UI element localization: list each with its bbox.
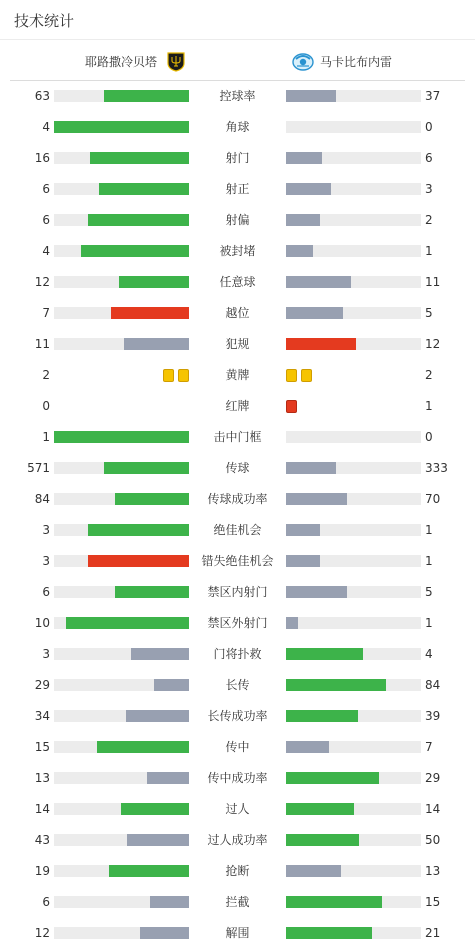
away-stat-value: 4 [425,647,433,661]
stat-row [0,487,475,511]
stat-row [0,456,475,480]
home-stat-value: 3 [42,647,50,661]
home-stat-bar [54,462,189,474]
home-stat-bar-fill [131,648,189,660]
home-stat-bar [54,183,189,195]
stat-row [0,425,475,449]
away-stat-bar [286,648,421,660]
home-stat-bar [54,772,189,784]
home-stat-bar-fill [88,214,189,226]
away-stat-value: 1 [425,244,433,258]
home-stat-value: 0 [42,399,50,413]
stat-row [0,208,475,232]
away-stat-bar [286,121,421,133]
away-stat-bar [286,214,421,226]
stat-label: 拦截 [225,895,250,909]
away-stat-bar-fill [286,493,347,505]
away-stat-bar [286,338,421,350]
stat-row [0,797,475,821]
away-stat-bar-fill [286,245,313,257]
away-stat-bar [286,586,421,598]
away-stat-bar [286,679,421,691]
home-stat-bar-fill [154,679,189,691]
home-stat-bar-fill [81,245,189,257]
away-stat-bar-fill [286,214,320,226]
home-stat-bar-fill [124,338,189,350]
home-team-name: 耶路撒冷贝塔 [84,54,157,69]
home-stat-bar [54,896,189,908]
away-stat-bar [286,555,421,567]
away-stat-bar-fill [286,90,336,102]
beitar-jerusalem-crest-icon [165,50,187,72]
away-stat-bar [286,431,421,443]
away-stat-value: 21 [425,926,441,940]
home-stat-bar [54,927,189,939]
stat-label: 越位 [225,306,250,320]
away-team-name: 马卡比布内雷 [320,54,393,69]
home-stat-bar [54,679,189,691]
away-stat-bar-fill [286,586,347,598]
home-stat-bar-fill [121,803,189,815]
away-stat-bar-fill [286,276,351,288]
home-stat-bar [54,524,189,536]
away-stat-bar-fill [286,772,379,784]
home-stat-bar-fill [97,741,189,753]
home-stat-bar [54,338,189,350]
away-stat-value: 1 [425,523,433,537]
yellow-card-icon [301,369,312,382]
away-stat-bar [286,90,421,102]
away-stat-bar-fill [286,896,382,908]
page-title: 技术统计 [14,12,75,30]
home-stat-bar-fill [104,462,189,474]
away-stat-bar [286,462,421,474]
yellow-card-icon [286,369,297,382]
away-stat-bar-fill [286,183,331,195]
stat-row [0,611,475,635]
away-stat-bar-fill [286,927,372,939]
home-stat-bar-fill [119,276,189,288]
home-stat-value: 7 [42,306,50,320]
away-stat-value: 12 [425,337,441,351]
stat-row [0,301,475,325]
away-stat-value: 1 [425,554,433,568]
yellow-card-icon [178,369,189,382]
home-stat-value: 4 [42,244,50,258]
stat-label: 红牌 [225,399,250,413]
home-stat-value: 12 [34,275,50,289]
away-stat-value: 13 [425,864,441,878]
stat-row [0,704,475,728]
teams-row [10,41,465,81]
away-stat-value: 6 [425,151,433,165]
away-stat-bar-fill [286,555,320,567]
home-stat-bar [54,710,189,722]
away-stat-value: 39 [425,709,441,723]
home-stat-bar-fill [115,493,189,505]
away-team[interactable] [291,50,392,72]
stat-row [0,394,475,418]
stat-row [0,673,475,697]
home-stat-value: 3 [42,523,50,537]
stat-label: 抢断 [225,864,250,878]
home-stat-bar-fill [66,617,189,629]
stat-label: 传中成功率 [207,771,268,785]
home-stat-bar [54,214,189,226]
home-stat-bar [54,431,189,443]
away-stat-bar [286,183,421,195]
away-stat-value: 2 [425,213,433,227]
home-stat-value: 3 [42,554,50,568]
home-stat-bar-fill [99,183,189,195]
home-stat-bar-fill [90,152,189,164]
stat-row [0,580,475,604]
home-stat-bar-fill [140,927,189,939]
home-stat-value: 2 [42,368,50,382]
home-stat-bar [54,586,189,598]
away-stat-bar-fill [286,152,322,164]
home-stat-value: 6 [42,213,50,227]
stat-label: 传球成功率 [207,492,268,506]
away-stat-bar-fill [286,803,354,815]
home-stat-bar-fill [88,524,189,536]
away-stat-value: 1 [425,616,433,630]
maccabi-bnei-reineh-crest-icon [291,50,313,72]
stat-row [0,859,475,883]
home-stat-bar-fill [111,307,189,319]
away-stat-value: 0 [425,120,433,134]
away-stat-bar [286,524,421,536]
away-stat-bar [286,927,421,939]
home-stat-bar [54,90,189,102]
home-stat-bar-fill [109,865,189,877]
home-cards [163,369,189,382]
stat-row [0,115,475,139]
stat-row [0,177,475,201]
away-stat-value: 14 [425,802,441,816]
stat-row [0,270,475,294]
away-stat-value: 1 [425,399,433,413]
away-stat-bar [286,772,421,784]
home-stat-bar [54,741,189,753]
away-stat-value: 15 [425,895,441,909]
away-stat-bar-fill [286,741,329,753]
away-stat-value: 0 [425,430,433,444]
stat-label: 门将扑救 [213,647,262,661]
away-stat-bar-fill [286,524,320,536]
stat-row [0,735,475,759]
home-stat-bar-fill [54,121,189,133]
home-stat-bar [54,865,189,877]
away-stat-bar [286,152,421,164]
stat-row [0,766,475,790]
home-stat-value: 10 [34,616,50,630]
away-stat-value: 29 [425,771,441,785]
stat-label: 错失绝佳机会 [201,554,274,568]
stat-label: 控球率 [219,89,256,103]
home-stat-bar [54,555,189,567]
stat-label: 绝佳机会 [213,523,262,537]
stat-label: 击中门框 [213,430,262,444]
home-stat-bar-fill [126,710,189,722]
away-stat-bar [286,741,421,753]
home-stat-bar [54,834,189,846]
stat-row [0,84,475,108]
stat-label: 过人成功率 [207,833,268,847]
stat-label: 犯规 [225,337,250,351]
stat-row [0,921,475,945]
away-stat-bar [286,834,421,846]
home-stat-value: 1 [42,430,50,444]
home-stat-value: 14 [34,802,50,816]
stat-label: 射偏 [225,213,250,227]
away-stat-value: 5 [425,306,433,320]
home-stat-value: 11 [34,337,50,351]
red-card-icon [286,400,297,413]
home-stat-value: 34 [34,709,50,723]
away-stat-bar-fill [286,710,358,722]
stat-label: 解围 [225,926,250,940]
stat-row [0,642,475,666]
away-stat-value: 37 [425,89,441,103]
home-stat-value: 12 [34,926,50,940]
home-stat-bar-fill [88,555,189,567]
home-stat-bar-fill [115,586,189,598]
away-stat-value: 7 [425,740,433,754]
home-stat-value: 63 [34,89,50,103]
stats-header [0,0,475,40]
home-stat-bar [54,617,189,629]
away-stat-value: 5 [425,585,433,599]
away-stat-bar [286,245,421,257]
away-stat-bar [286,803,421,815]
stat-label: 被封堵 [219,244,256,258]
away-stat-value: 333 [425,461,448,475]
away-stat-value: 70 [425,492,441,506]
home-team[interactable] [85,50,187,72]
yellow-card-icon [163,369,174,382]
home-stat-bar [54,493,189,505]
away-stat-bar-fill [286,617,298,629]
home-stat-bar-fill [54,431,189,443]
away-stat-bar [286,865,421,877]
stat-row [0,549,475,573]
home-stat-bar [54,276,189,288]
away-stat-bar-fill [286,648,363,660]
home-stat-bar [54,648,189,660]
stat-row [0,828,475,852]
away-stat-bar-fill [286,865,341,877]
stat-label: 传中 [225,740,250,754]
home-stat-bar-fill [147,772,189,784]
away-stat-bar [286,710,421,722]
home-stat-value: 84 [34,492,50,506]
stat-row [0,332,475,356]
stat-label: 禁区内射门 [207,585,268,599]
stat-label: 长传成功率 [207,709,268,723]
away-stat-bar-fill [286,462,336,474]
home-stat-value: 13 [34,771,50,785]
away-stat-value: 2 [425,368,433,382]
away-stat-value: 84 [425,678,441,692]
away-stat-bar [286,617,421,629]
home-stat-value: 4 [42,120,50,134]
home-stat-bar [54,245,189,257]
away-stat-value: 11 [425,275,441,289]
away-stat-value: 50 [425,833,441,847]
stat-row [0,363,475,387]
stat-label: 射正 [225,182,250,196]
stat-label: 长传 [225,678,250,692]
home-stat-value: 6 [42,895,50,909]
away-cards [286,400,297,413]
away-stat-bar [286,307,421,319]
stat-label: 禁区外射门 [207,616,268,630]
stat-label: 过人 [225,802,250,816]
away-stat-value: 3 [425,182,433,196]
away-stat-bar [286,276,421,288]
away-stat-bar-fill [286,338,356,350]
away-stat-bar-fill [286,679,386,691]
away-stat-bar-fill [286,307,343,319]
away-stat-bar [286,896,421,908]
home-stat-bar [54,307,189,319]
stat-row [0,239,475,263]
home-stat-value: 29 [34,678,50,692]
home-stat-value: 43 [34,833,50,847]
home-stat-bar-fill [104,90,189,102]
stat-label: 射门 [225,151,250,165]
stat-row [0,518,475,542]
stat-label: 任意球 [219,275,256,289]
home-stat-bar-fill [127,834,189,846]
away-cards [286,369,312,382]
home-stat-value: 19 [34,864,50,878]
home-stat-value: 15 [34,740,50,754]
away-stat-bar-fill [286,834,359,846]
away-stat-bar [286,493,421,505]
home-stat-bar [54,121,189,133]
stat-row [0,146,475,170]
home-stat-bar-fill [150,896,189,908]
home-stat-bar [54,803,189,815]
home-stat-value: 6 [42,585,50,599]
stat-label: 传球 [225,461,250,475]
stat-label: 角球 [225,120,250,134]
home-stat-value: 16 [34,151,50,165]
stat-row [0,890,475,914]
home-stat-value: 571 [27,461,50,475]
home-stat-value: 6 [42,182,50,196]
stat-label: 黄牌 [225,368,250,382]
home-stat-bar [54,152,189,164]
